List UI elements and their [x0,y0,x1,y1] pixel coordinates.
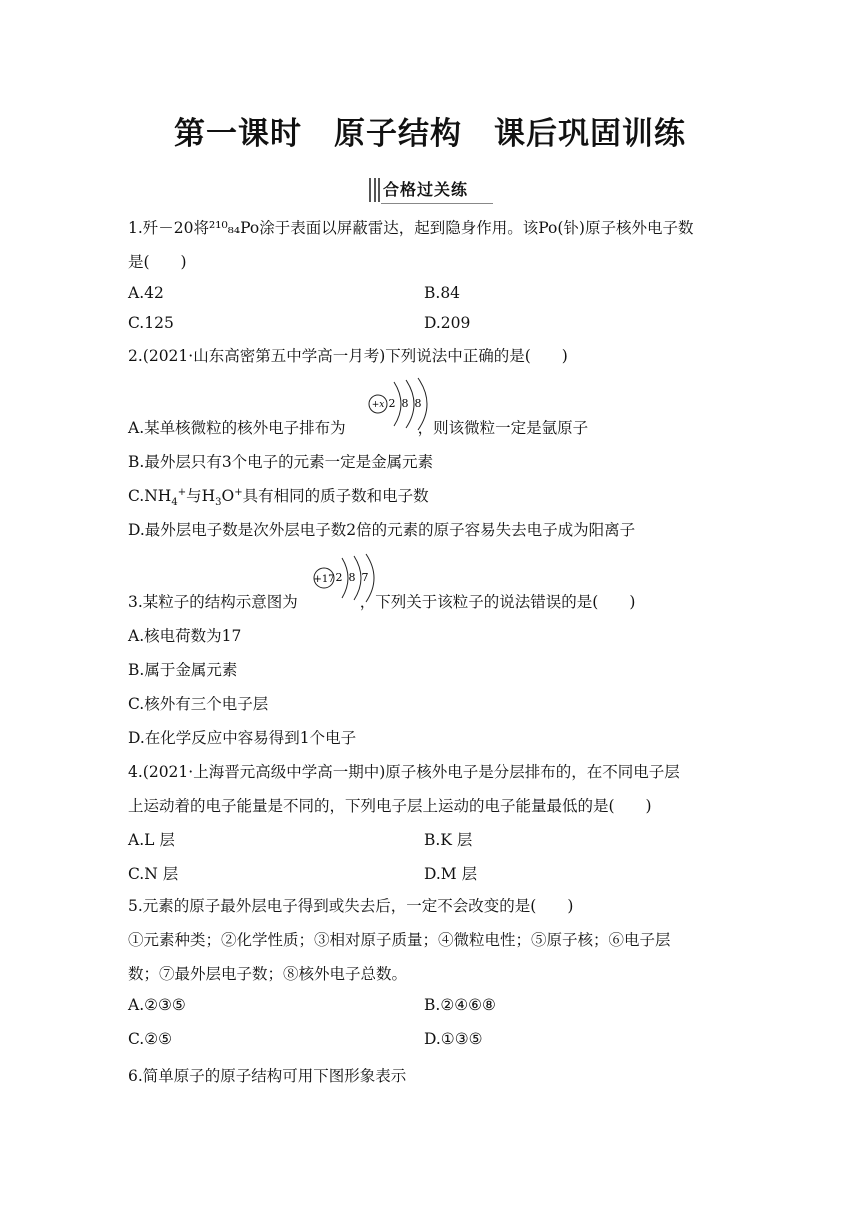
q2-c-text1: C.NH [128,487,172,505]
q3-option-a: A.核电荷数为17 [128,627,242,645]
q4-option-a: A.L 层 [128,831,175,849]
q1-option-d: D.209 [424,314,471,332]
q2-option-d: D.最外层电子数是次外层电子数2倍的元素的原子容易失去电子成为阳离子 [128,521,636,539]
q2-stem: 2.(2021·山东高密第五中学高一月考)下列说法中正确的是( ) [128,347,568,365]
q2-shell2-count: 8 [401,397,409,410]
q2-c-sub2: 3 [215,497,222,509]
q1-option-b: B.84 [424,284,461,302]
q2-nucleus-label: +x [371,400,385,410]
q2-c-sub1: 4 [171,497,178,509]
q3-nucleus-label: +17 [313,574,335,585]
q5-option-c: C.②⑤ [128,1030,173,1048]
q5-list-line1: ①元素种类；②化学性质；③相对原子质量；④微粒电性；⑤原子核；⑥电子层 [128,931,671,949]
q2-shell3-count: 8 [414,397,422,410]
q3-shell1-count: 2 [335,571,343,584]
q2-option-a [128,416,588,438]
q4-option-d: D.M 层 [424,865,478,883]
q1-option-c: C.125 [128,314,174,332]
q1-stem-line1: 1.歼－20将²¹⁰₈₄Po涂于表面以屏蔽雷达，起到隐身作用。该Po(钋)原子核外电子数 [128,219,694,237]
q3-electron-shell-diagram [312,552,384,608]
q2-option-a-prefix: A.某单核微粒的核外电子排布为 [128,419,346,437]
q2-option-a-suffix: ，则该微粒一定是氩原子 [417,419,589,437]
q6-stem: 6.简单原子的原子结构可用下图形象表示 [128,1067,407,1085]
q3-stem-prefix: 3.某粒子的结构示意图为 [128,593,298,611]
q2-option-b: B.最外层只有3个电子的元素一定是金属元素 [128,453,434,471]
q4-option-c: C.N 层 [128,865,179,883]
q2-c-sup1: + [177,486,187,498]
q3-option-c: C.核外有三个电子层 [128,695,269,713]
section-bars-decoration [369,178,381,202]
q5-option-b: B.②④⑥⑧ [424,996,496,1014]
q5-option-d: D.①③⑤ [424,1030,483,1048]
q2-c-text4: 具有相同的质子数和电子数 [242,487,429,505]
q5-list-line2: 数；⑦最外层电子数；⑧核外电子总数。 [128,965,408,983]
q2-c-sup2: + [234,486,243,498]
q4-stem-line1: 4.(2021·上海晋元高级中学高一期中)原子核外电子是分层排布的，在不同电子层 [128,763,680,781]
q2-c-text2: 与H [186,487,216,505]
q2-c-text3: O [221,487,235,505]
q3-stem-suffix: ，下列关于该粒子的说法错误的是( ) [359,593,636,611]
section-label: 合格过关练 [383,180,469,199]
q4-option-b: B.K 层 [424,831,473,849]
q4-stem-line2: 上运动着的电子能量是不同的，下列电子层上运动的电子能量最低的是( ) [128,797,652,815]
section-underline [381,203,493,204]
q5-option-a: A.②③⑤ [128,996,186,1014]
q3-option-b: B.属于金属元素 [128,661,238,679]
q3-shell3-count: 7 [361,571,369,584]
q2-shell1-count: 2 [388,397,396,410]
q3-shell2-count: 8 [348,571,356,584]
q3-option-d: D.在化学反应中容易得到1个电子 [128,729,357,747]
q2-option-c [128,484,429,508]
q1-option-a: A.42 [128,284,164,302]
q2-electron-shell-diagram [368,376,440,436]
section-header [369,176,493,206]
page-title: 第一课时 原子结构 课后巩固训练 [174,116,686,152]
q1-stem-line2: 是( ) [128,253,187,271]
q5-stem: 5.元素的原子最外层电子得到或失去后，一定不会改变的是( ) [128,897,574,915]
